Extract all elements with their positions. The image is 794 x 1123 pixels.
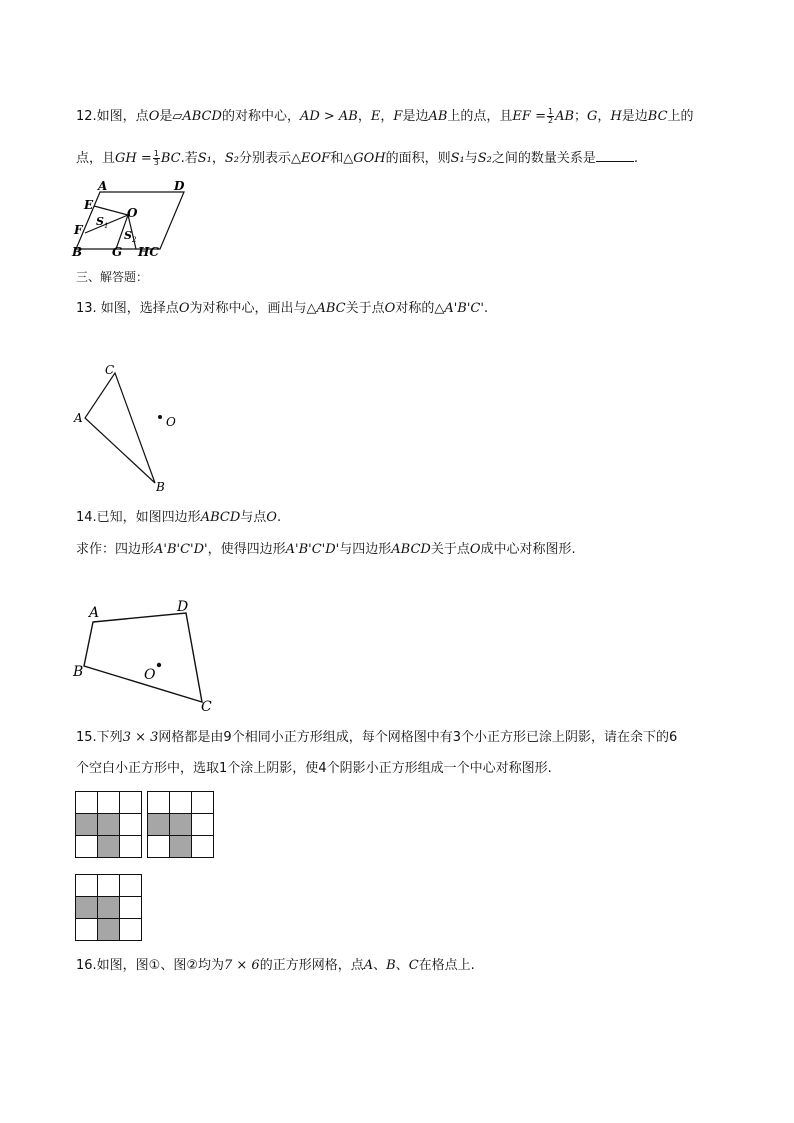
- empty-cell[interactable]: [120, 897, 142, 919]
- shaded-cell[interactable]: [76, 897, 98, 919]
- q12-figure: [70, 180, 220, 260]
- empty-cell[interactable]: [76, 875, 98, 897]
- empty-cell[interactable]: [120, 875, 142, 897]
- q12-line1: 12.如图，点O是▱ABCD的对称中心，AD > AB，E，F是边AB上的点，且EF = $\frac{1}{2}$ AB；G，H是边BC上的: [76, 107, 694, 125]
- label-S2-sub: 2: [132, 236, 137, 244]
- grid-1[interactable]: [75, 791, 143, 859]
- label-B: B: [73, 664, 84, 680]
- q12-line2: 点，且GH = $\frac{1}{3}$ BC.若S₁，S₂分别表示△EOF和△GOH的面积，则S₁与S₂之间的数量关系是 .: [76, 149, 639, 167]
- q13-text: 13. 如图，选择点O为对称中心，画出与△ABC关于点O对称的△A'B'C'.: [76, 301, 489, 316]
- empty-cell[interactable]: [76, 836, 98, 858]
- q16-text: 16.如图，图①、图②均为7 × 6的正方形网格，点A、B、C在格点上.: [76, 958, 475, 973]
- label-O: O: [144, 667, 156, 683]
- grid-2[interactable]: [147, 791, 215, 859]
- empty-cell[interactable]: [120, 792, 142, 814]
- shaded-cell[interactable]: [98, 836, 120, 858]
- label-D: D: [174, 179, 185, 193]
- label-E: E: [84, 198, 94, 212]
- label-A: A: [98, 179, 108, 193]
- label-C: C: [105, 363, 115, 377]
- empty-cell[interactable]: [98, 792, 120, 814]
- empty-cell[interactable]: [148, 836, 170, 858]
- q15-line2: 个空白小正方形中，选取1个涂上阴影，使4个阴影小正方形组成一个中心对称图形.: [76, 761, 552, 776]
- label-S1-sub: 1: [104, 222, 109, 230]
- label-HC: HC: [138, 245, 159, 259]
- shaded-cell[interactable]: [76, 814, 98, 836]
- section-heading: 三、解答题：: [76, 270, 149, 284]
- q13-figure: [70, 360, 190, 495]
- label-G: G: [112, 245, 123, 259]
- shaded-cell[interactable]: [98, 897, 120, 919]
- label-S1: S: [96, 215, 104, 228]
- shaded-cell[interactable]: [170, 836, 192, 858]
- empty-cell[interactable]: [98, 875, 120, 897]
- label-O: O: [127, 206, 138, 220]
- label-B: B: [72, 245, 83, 259]
- q14-line2: 求作：四边形A'B'C'D'，使得四边形A'B'C'D'与四边形ABCD关于点O成中心对称图形.: [76, 542, 576, 557]
- empty-cell[interactable]: [192, 792, 214, 814]
- fraction-one-third: $\frac{1}{3}$: [153, 149, 159, 167]
- empty-cell[interactable]: [120, 919, 142, 941]
- empty-cell[interactable]: [120, 836, 142, 858]
- fraction-one-half: $\frac{1}{2}$: [547, 107, 554, 125]
- answer-blank[interactable]: [596, 149, 634, 162]
- grid-3[interactable]: [75, 874, 143, 942]
- label-F: F: [74, 223, 83, 237]
- shaded-cell[interactable]: [98, 814, 120, 836]
- label-S2: S: [124, 229, 132, 242]
- q15-line1: 15.下列3 × 3网格都是由9个相同小正方形组成，每个网格图中有3个小正方形已涂上阴影，请在余下的6: [76, 730, 678, 745]
- empty-cell[interactable]: [76, 919, 98, 941]
- label-A: A: [89, 605, 100, 621]
- empty-cell[interactable]: [192, 836, 214, 858]
- empty-cell[interactable]: [170, 792, 192, 814]
- label-D: D: [177, 599, 189, 615]
- shaded-cell[interactable]: [148, 814, 170, 836]
- empty-cell[interactable]: [120, 814, 142, 836]
- label-A: A: [74, 411, 83, 425]
- q14-line1: 14.已知，如图四边形ABCD与点O.: [76, 510, 282, 525]
- label-C: C: [201, 699, 212, 715]
- point-O: [158, 415, 162, 419]
- q14-figure: [70, 595, 220, 715]
- label-B: B: [156, 480, 165, 494]
- point-O: [157, 663, 161, 667]
- shaded-cell[interactable]: [170, 814, 192, 836]
- shaded-cell[interactable]: [98, 919, 120, 941]
- label-O: O: [166, 415, 176, 429]
- empty-cell[interactable]: [148, 792, 170, 814]
- empty-cell[interactable]: [76, 792, 98, 814]
- empty-cell[interactable]: [192, 814, 214, 836]
